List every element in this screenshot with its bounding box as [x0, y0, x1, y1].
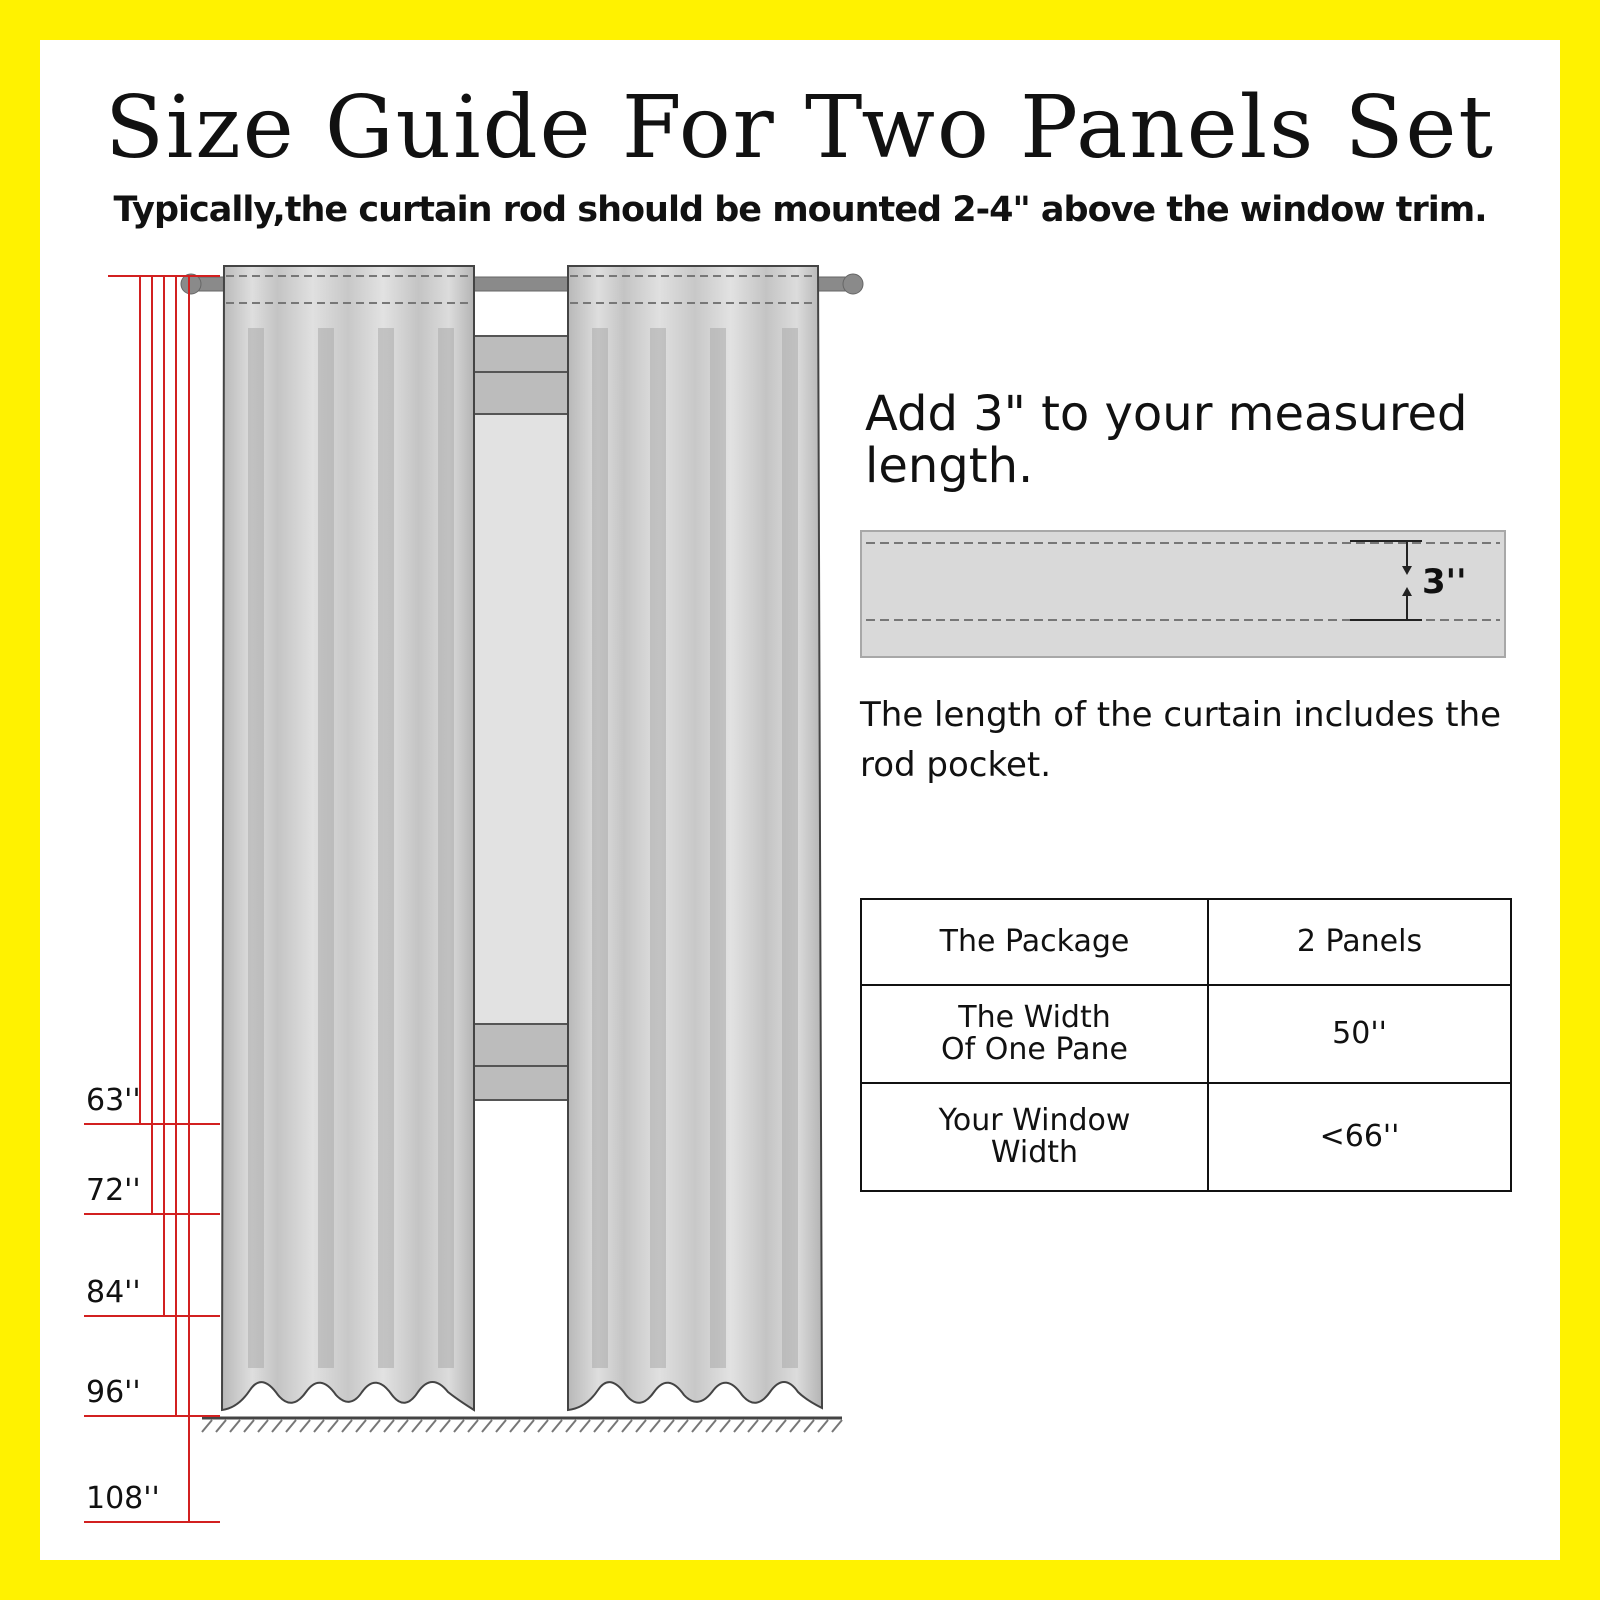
floor-hatch-mark — [398, 1420, 408, 1432]
floor-hatch-mark — [664, 1420, 674, 1432]
floor-hatch-mark — [244, 1420, 254, 1432]
floor-hatch-mark — [342, 1420, 352, 1432]
length-measure-lines — [84, 276, 220, 1522]
floor-hatch-mark — [720, 1420, 730, 1432]
floor-hatch-mark — [552, 1420, 562, 1432]
window — [472, 336, 572, 1100]
floor-hatch-mark — [384, 1420, 394, 1432]
floor-hatch-mark — [328, 1420, 338, 1432]
length-label-63: 63'' — [86, 1083, 141, 1118]
floor-hatch-mark — [314, 1420, 324, 1432]
table-row — [861, 899, 1511, 985]
floor-hatch-mark — [216, 1420, 226, 1432]
floor-hatch-mark — [370, 1420, 380, 1432]
floor-hatch-mark — [832, 1420, 842, 1432]
floor-hatch-mark — [706, 1420, 716, 1432]
floor-hatch-mark — [776, 1420, 786, 1432]
length-label-108: 108'' — [86, 1481, 160, 1516]
length-label-84: 84'' — [86, 1275, 141, 1310]
floor-hatch-mark — [202, 1420, 212, 1432]
floor-hatch-mark — [692, 1420, 702, 1432]
floor-hatch-mark — [538, 1420, 548, 1432]
table-row — [861, 985, 1511, 1083]
floor-hatch-mark — [678, 1420, 688, 1432]
table-cell-label: The Width Of One Pane — [861, 985, 1208, 1083]
floor-hatch-mark — [356, 1420, 366, 1432]
add-length-note: Add 3" to your measured length. — [865, 386, 1468, 494]
floor-hatch-mark — [622, 1420, 632, 1432]
rod-pocket-illustration — [860, 530, 1506, 658]
table-cell-label: Your Window Width — [861, 1083, 1208, 1191]
floor-hatch-mark — [636, 1420, 646, 1432]
floor-hatch-mark — [286, 1420, 296, 1432]
floor-hatch-mark — [580, 1420, 590, 1432]
floor-hatch-mark — [272, 1420, 282, 1432]
floor-hatch-mark — [510, 1420, 520, 1432]
floor-hatch-mark — [818, 1420, 828, 1432]
page-subtitle: Typically,the curtain rod should be mounted 2-4" above the window trim. — [113, 190, 1487, 230]
table-cell-value: 2 Panels — [1208, 899, 1511, 985]
floor-hatch-mark — [482, 1420, 492, 1432]
floor-hatch-mark — [496, 1420, 506, 1432]
curtain-panel-left — [222, 266, 474, 1410]
floor-hatch-mark — [426, 1420, 436, 1432]
rod-pocket-included-note: The length of the curtain includes the rod pocket. — [860, 695, 1502, 785]
floor-hatch-mark — [650, 1420, 660, 1432]
floor-hatch-mark — [454, 1420, 464, 1432]
floor — [202, 1418, 842, 1432]
floor-hatch-mark — [258, 1420, 268, 1432]
floor-hatch-mark — [734, 1420, 744, 1432]
floor-hatch-mark — [762, 1420, 772, 1432]
floor-hatch-mark — [594, 1420, 604, 1432]
table-cell-value: <66'' — [1208, 1083, 1511, 1191]
floor-hatch-mark — [230, 1420, 240, 1432]
page-title: Size Guide For Two Panels Set — [105, 78, 1495, 178]
spec-table — [860, 898, 1512, 1192]
floor-hatch-mark — [524, 1420, 534, 1432]
floor-hatch-mark — [468, 1420, 478, 1432]
floor-hatch-mark — [412, 1420, 422, 1432]
length-label-72: 72'' — [86, 1173, 141, 1208]
rod-pocket-size-label: 3'' — [1422, 562, 1467, 602]
curtain-panel-right — [568, 266, 822, 1410]
floor-hatch-mark — [440, 1420, 450, 1432]
table-cell-label: The Package — [861, 899, 1208, 985]
table-cell-value: 50'' — [1208, 985, 1511, 1083]
length-label-96: 96'' — [86, 1375, 141, 1410]
floor-hatch-mark — [300, 1420, 310, 1432]
floor-hatch-mark — [790, 1420, 800, 1432]
floor-hatch-mark — [566, 1420, 576, 1432]
floor-hatch-mark — [608, 1420, 618, 1432]
table-row — [861, 1083, 1511, 1191]
floor-hatch-mark — [804, 1420, 814, 1432]
floor-hatch-mark — [748, 1420, 758, 1432]
